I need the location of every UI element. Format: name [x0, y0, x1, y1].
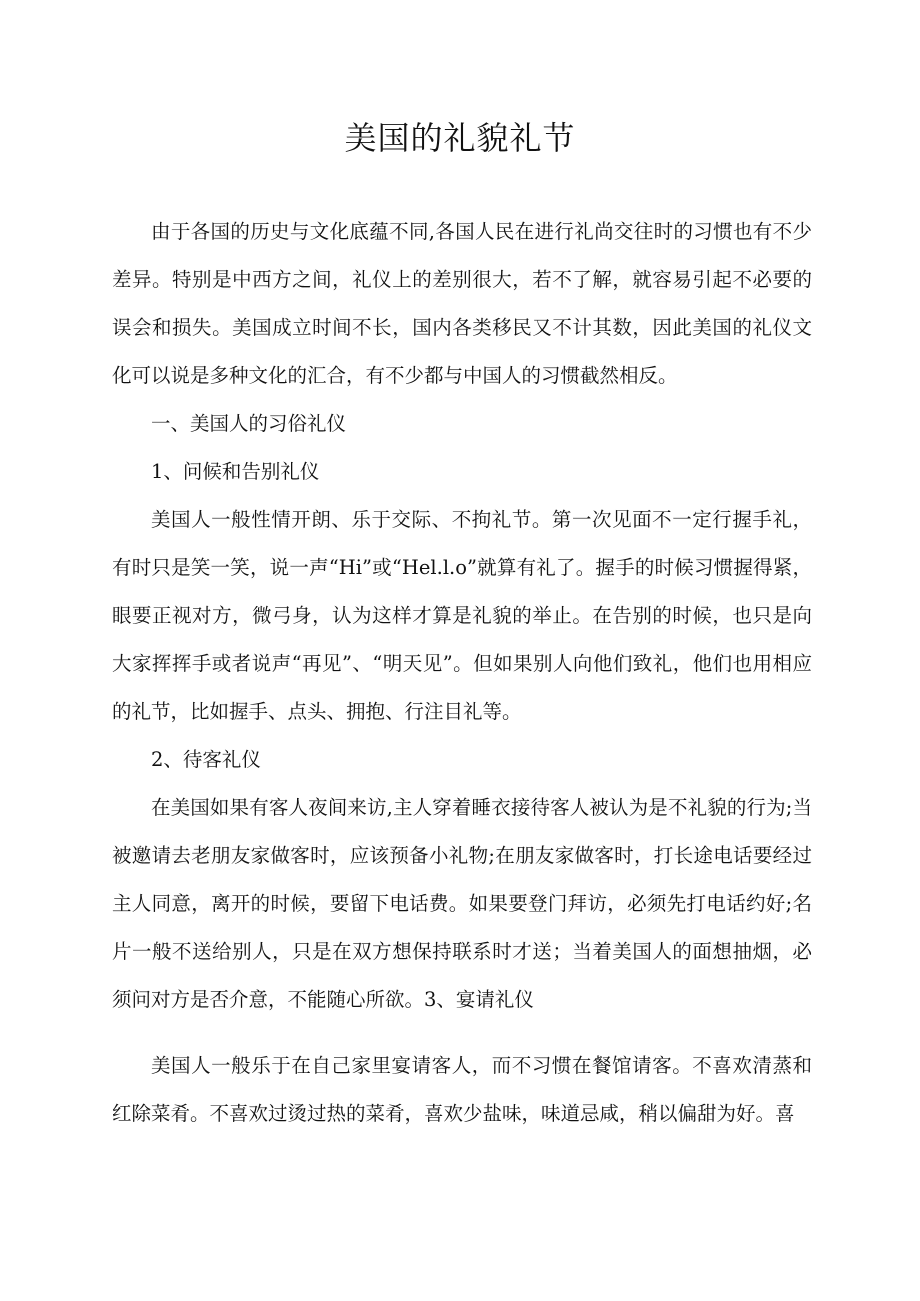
paragraph-banquet: 美国人一般乐于在自己家里宴请客人，而不习惯在餐馆请客。不喜欢清蒸和红除菜肴。不喜欢过烫过热的菜肴，喜欢少盐味，味道忌咸，稍以偏甜为好。喜 — [112, 1054, 812, 1125]
paragraph-greeting: 美国人一般性情开朗、乐于交际、不拘礼节。第一次见面不一定行握手礼，有时只是笑一笑，说一声“Hi”或“Hel.l.o”就算有礼了。握手的时候习惯握得紧，眼要正视对方，微弓身，认为这样才算是礼貌的举止。在告别的时候，也只是向大家挥挥手或者说声“再见”、“明天见”。但如果别人向他们致礼，他们也用相应的礼节，比如握手、点头、拥抱、行注目礼等。 — [112, 508, 812, 723]
paragraph-intro: 由于各国的历史与文化底蕴不同,各国人民在进行礼尚交往时的习惯也有不少差异。特别是中西方之间，礼仪上的差别很大，若不了解，就容易引起不必要的误会和损失。美国成立时间不长，国内各类移民又不计其数，因此美国的礼仪文化可以说是多种文化的汇合，有不少都与中国人的习惯截然相反。 — [112, 220, 812, 387]
subsection-heading-hosting: 2、待客礼仪 — [151, 748, 261, 771]
subsection-heading-greeting: 1、问候和告别礼仪 — [151, 460, 320, 483]
document-body — [112, 208, 812, 1138]
section-heading-customs: 一、美国人的习俗礼仪 — [151, 412, 347, 435]
paragraph-hosting: 在美国如果有客人夜间来访,主人穿着睡衣接待客人被认为是不礼貌的行为;当被邀请去老朋友家做客时，应该预备小礼物;在朋友家做客时，打长途电话要经过主人同意，离开的时候，要留下电话费。如果要登门拜访，必须先打电话约好;名片一般不送给别人，只是在双方想保持联系时才送；当着美国人的面想抽烟，必须问对方是否介意，不能随心所欲。3、宴请礼仪 — [112, 796, 812, 1011]
page-title: 美国的礼貌礼节 — [344, 119, 576, 157]
